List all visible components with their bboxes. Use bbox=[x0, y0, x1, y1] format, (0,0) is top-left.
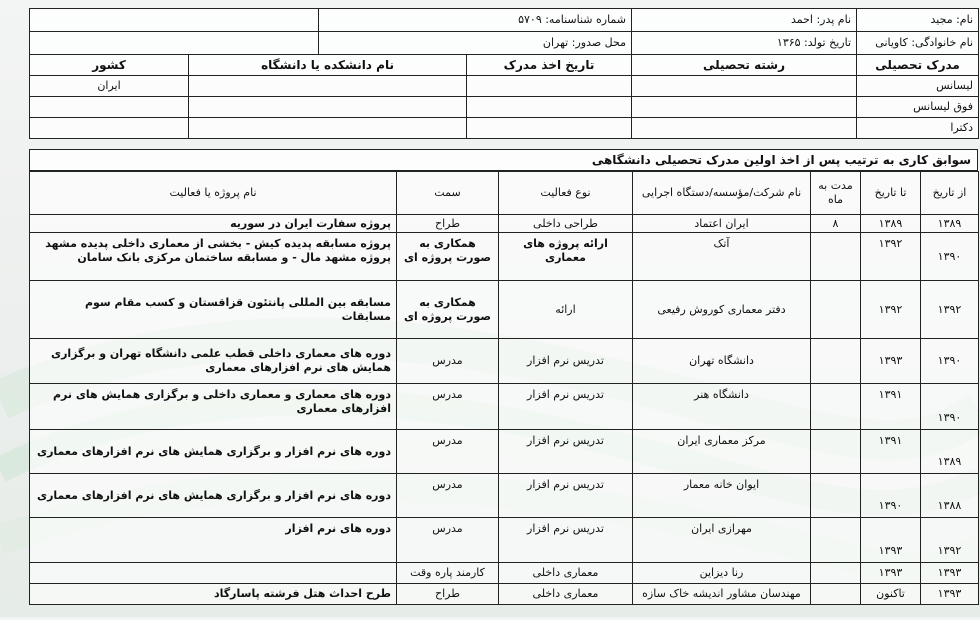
work-project: طرح احداث هتل فرشته پاسارگاد bbox=[30, 584, 397, 605]
work-position: مدرس bbox=[397, 339, 499, 384]
work-company: ایوان خانه معمار bbox=[633, 474, 811, 518]
degree-university bbox=[189, 76, 467, 97]
education-row bbox=[30, 76, 979, 97]
work-company: دفتر معماری کوروش رفیعی bbox=[633, 281, 811, 339]
personal-education-table bbox=[29, 8, 979, 139]
work-activity: معماری داخلی bbox=[499, 584, 633, 605]
work-project: دوره های معماری و معماری داخلی و برگزاری همایش های نرم افزارهای معماری bbox=[30, 384, 397, 430]
work-company: مهندسان مشاور اندیشه خاک سازه bbox=[633, 584, 811, 605]
work-activity: تدریس نرم افزار bbox=[499, 384, 633, 430]
work-row bbox=[30, 384, 979, 430]
work-activity: ارائه پروژه های معماری bbox=[499, 233, 633, 281]
empty-cell bbox=[30, 9, 319, 32]
empty-cell bbox=[30, 32, 319, 55]
work-months bbox=[811, 474, 861, 518]
degree-date bbox=[467, 118, 632, 139]
work-header-position: سمت bbox=[397, 172, 499, 215]
work-months bbox=[811, 281, 861, 339]
work-to: ۱۳۹۲ bbox=[861, 233, 921, 281]
degree-field bbox=[632, 97, 857, 118]
work-months bbox=[811, 518, 861, 563]
work-from: ۱۳۹۳ bbox=[921, 584, 979, 605]
degree-date bbox=[467, 76, 632, 97]
work-from: ۱۳۹۳ bbox=[921, 563, 979, 584]
work-header-to: تا تاریخ bbox=[861, 172, 921, 215]
work-from: ۱۳۹۰ bbox=[921, 233, 979, 281]
education-header-degree: مدرک تحصیلی bbox=[857, 55, 979, 76]
work-months: ۸ bbox=[811, 215, 861, 233]
education-header-university: نام دانشکده یا دانشگاه bbox=[189, 55, 467, 76]
personal-row-1 bbox=[30, 9, 979, 32]
work-activity: تدریس نرم افزار bbox=[499, 474, 633, 518]
work-project: دوره های معماری داخلی قطب علمی دانشگاه تهران و برگزاری همایش های نرم افزارهای معماری bbox=[30, 339, 397, 384]
degree-field bbox=[632, 76, 857, 97]
work-from: ۱۳۹۲ bbox=[921, 281, 979, 339]
work-from: ۱۳۸۸ bbox=[921, 474, 979, 518]
work-row bbox=[30, 215, 979, 233]
work-to: ۱۳۹۱ bbox=[861, 430, 921, 474]
work-position: مدرس bbox=[397, 474, 499, 518]
work-header-from: از تاریخ bbox=[921, 172, 979, 215]
work-to: ۱۳۹۳ bbox=[861, 518, 921, 563]
work-to: ۱۳۹۱ bbox=[861, 384, 921, 430]
work-header-company: نام شرکت/مؤسسه/دستگاه اجرایی bbox=[633, 172, 811, 215]
work-company: مهرازی ایران bbox=[633, 518, 811, 563]
degree-country: ایران bbox=[30, 76, 189, 97]
degree-university bbox=[189, 118, 467, 139]
work-project: پروژه مسابقه پدیده کیش - بخشی از معماری داخلی پدیده مشهد پروژه مشهد مال - و مسابقه ساختمان مرکزی بانک سامان bbox=[30, 233, 397, 281]
degree-label: فوق لیسانس bbox=[857, 97, 979, 118]
id-number: شماره شناسنامه: ۵۷۰۹ bbox=[319, 9, 632, 32]
work-project bbox=[30, 563, 397, 584]
work-to: تاکنون bbox=[861, 584, 921, 605]
work-company: رنا دیزاین bbox=[633, 563, 811, 584]
work-header-row bbox=[30, 172, 979, 215]
work-row bbox=[30, 233, 979, 281]
work-months bbox=[811, 584, 861, 605]
work-company: دانشگاه هنر bbox=[633, 384, 811, 430]
degree-label: دکترا bbox=[857, 118, 979, 139]
work-position: مدرس bbox=[397, 384, 499, 430]
work-header-project: نام پروژه یا فعالیت bbox=[30, 172, 397, 215]
work-from: ۱۳۹۲ bbox=[921, 518, 979, 563]
work-row bbox=[30, 563, 979, 584]
work-row bbox=[30, 339, 979, 384]
degree-country bbox=[30, 97, 189, 118]
work-row bbox=[30, 430, 979, 474]
work-activity: معماری داخلی bbox=[499, 563, 633, 584]
work-to: ۱۳۹۰ bbox=[861, 474, 921, 518]
work-from: ۱۳۸۹ bbox=[921, 215, 979, 233]
work-project: دوره های نرم افزار و برگزاری همایش های نرم افزارهای معماری bbox=[30, 430, 397, 474]
degree-label: لیسانس bbox=[857, 76, 979, 97]
work-row bbox=[30, 281, 979, 339]
father-name: نام پدر: احمد bbox=[632, 9, 857, 32]
work-company: آتک bbox=[633, 233, 811, 281]
work-activity: تدریس نرم افزار bbox=[499, 339, 633, 384]
education-header-date: تاریخ اخذ مدرک bbox=[467, 55, 632, 76]
degree-field bbox=[632, 118, 857, 139]
work-position: طراح bbox=[397, 584, 499, 605]
first-name: نام: مجید bbox=[857, 9, 979, 32]
work-project: دوره های نرم افزار و برگزاری همایش های نرم افزارهای معماری bbox=[30, 474, 397, 518]
work-header-months: مدت به ماه bbox=[811, 172, 861, 215]
degree-university bbox=[189, 97, 467, 118]
work-company: دانشگاه تهران bbox=[633, 339, 811, 384]
work-history-table bbox=[29, 171, 979, 605]
work-position: کارمند پاره وقت bbox=[397, 563, 499, 584]
work-row bbox=[30, 518, 979, 563]
work-project: مسابقه بین المللی پانتئون قزاقستان و کسب مقام سوم مسابقات bbox=[30, 281, 397, 339]
personal-row-2 bbox=[30, 32, 979, 55]
work-to: ۱۳۹۳ bbox=[861, 339, 921, 384]
work-to: ۱۳۹۲ bbox=[861, 281, 921, 339]
birth-date: تاریخ تولد: ۱۳۶۵ bbox=[632, 32, 857, 55]
work-position: مدرس bbox=[397, 518, 499, 563]
work-project: دوره های نرم افزار bbox=[30, 518, 397, 563]
degree-date bbox=[467, 97, 632, 118]
work-months bbox=[811, 563, 861, 584]
work-from: ۱۳۸۹ bbox=[921, 430, 979, 474]
work-activity: ارائه bbox=[499, 281, 633, 339]
work-months bbox=[811, 430, 861, 474]
issue-place: محل صدور: تهران bbox=[319, 32, 632, 55]
work-from: ۱۳۹۰ bbox=[921, 339, 979, 384]
last-name: نام خانوادگی: کاویانی bbox=[857, 32, 979, 55]
resume-form bbox=[29, 8, 978, 612]
education-row bbox=[30, 97, 979, 118]
work-from: ۱۳۹۰ bbox=[921, 384, 979, 430]
work-activity: تدریس نرم افزار bbox=[499, 430, 633, 474]
education-header-field: رشته تحصیلی bbox=[632, 55, 857, 76]
work-position: مدرس bbox=[397, 430, 499, 474]
work-project: پروژه سفارت ایران در سوریه bbox=[30, 215, 397, 233]
education-header-country: کشور bbox=[30, 55, 189, 76]
work-months bbox=[811, 384, 861, 430]
work-months bbox=[811, 233, 861, 281]
work-to: ۱۳۸۹ bbox=[861, 215, 921, 233]
work-header-activity: نوع فعالیت bbox=[499, 172, 633, 215]
education-row bbox=[30, 118, 979, 139]
work-company: ایران اعتماد bbox=[633, 215, 811, 233]
work-history-title: سوابق کاری به ترتیب پس از اخذ اولین مدرک تحصیلی دانشگاهی bbox=[29, 149, 978, 171]
work-activity: طراحی داخلی bbox=[499, 215, 633, 233]
work-row bbox=[30, 474, 979, 518]
work-position: همکاری به صورت پروژه ای bbox=[397, 233, 499, 281]
work-months bbox=[811, 339, 861, 384]
work-company: مرکز معماری ایران bbox=[633, 430, 811, 474]
work-to: ۱۳۹۳ bbox=[861, 563, 921, 584]
work-position: همکاری به صورت پروژه ای bbox=[397, 281, 499, 339]
work-activity: تدریس نرم افزار bbox=[499, 518, 633, 563]
education-header-row bbox=[30, 55, 979, 76]
degree-country bbox=[30, 118, 189, 139]
work-position: طراح bbox=[397, 215, 499, 233]
work-row bbox=[30, 584, 979, 605]
